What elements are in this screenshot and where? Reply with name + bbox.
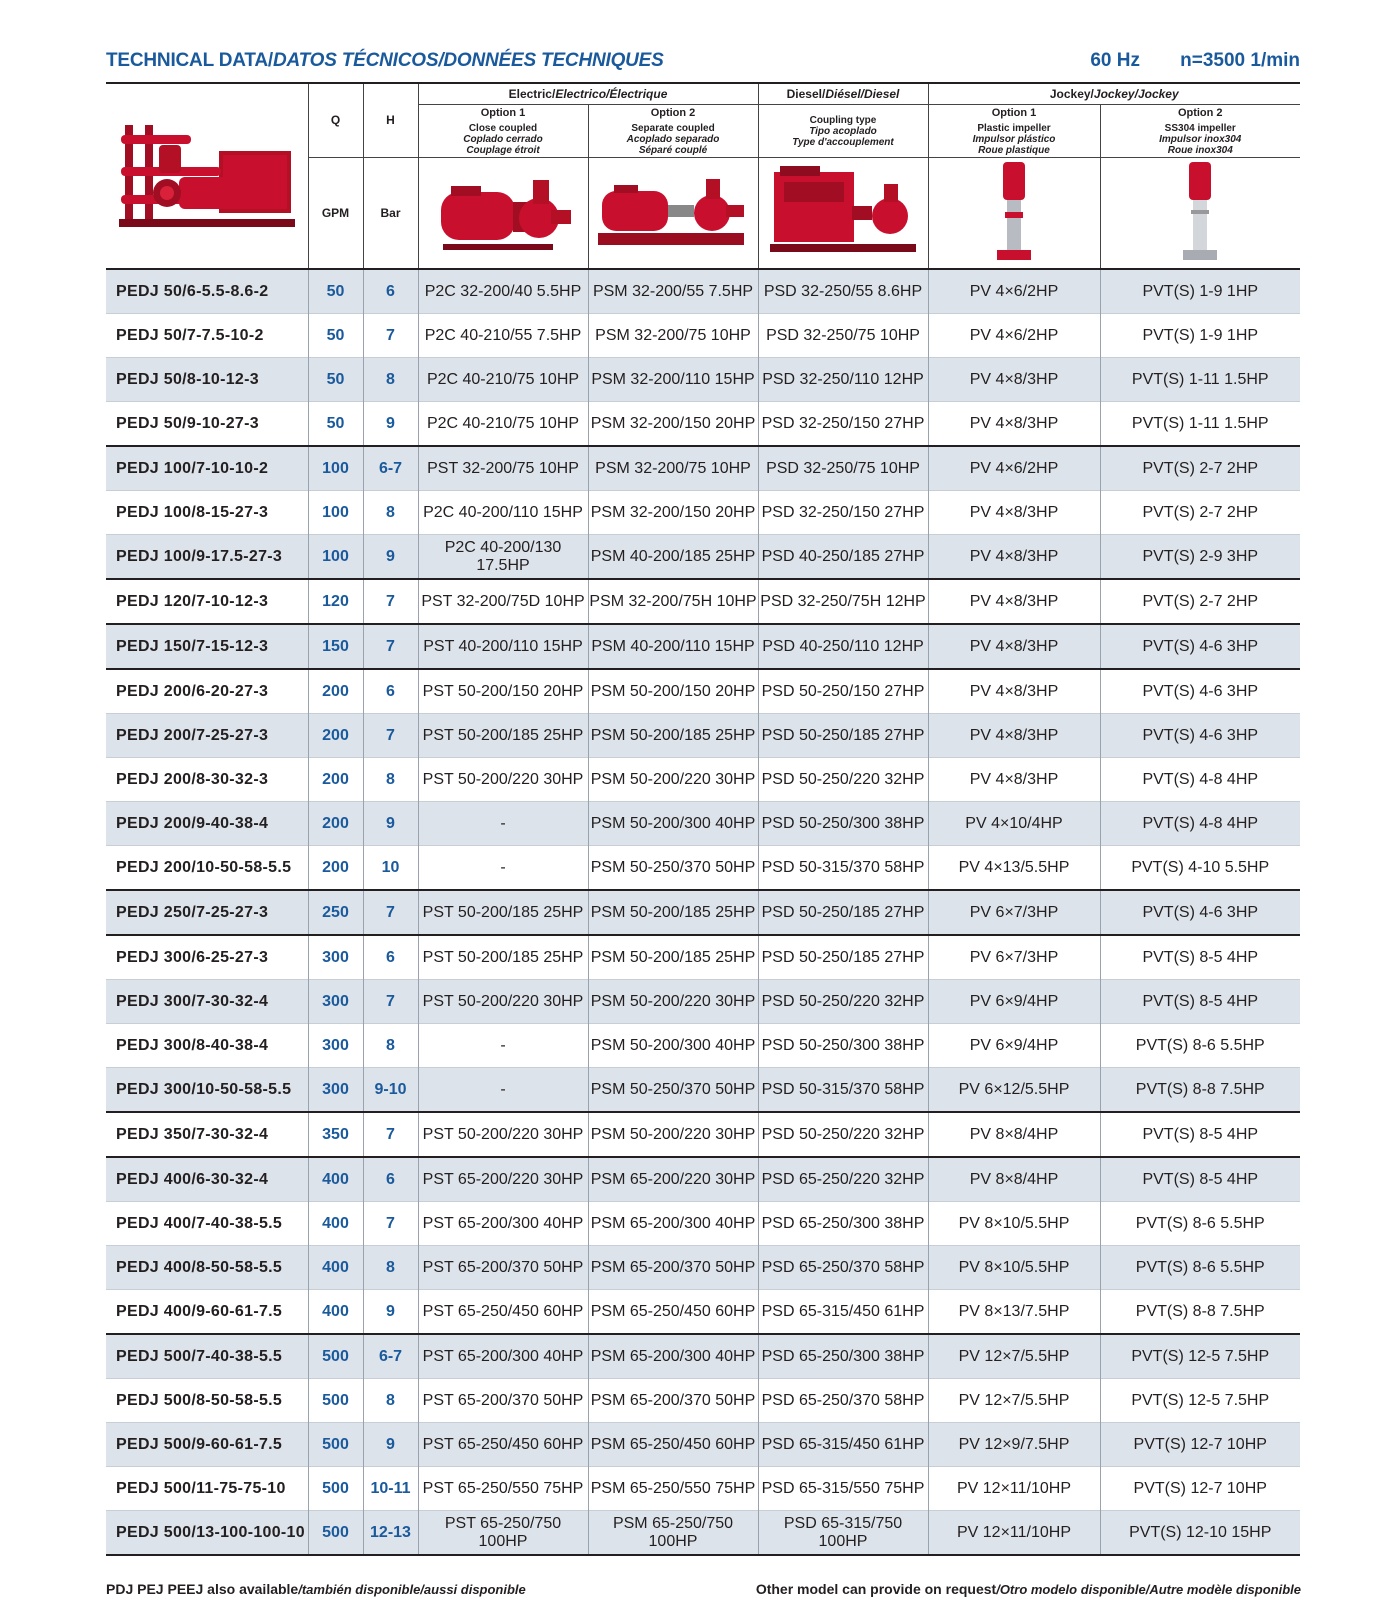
jockey-option2-header: Option 2: [1100, 105, 1300, 122]
cell-e1: PST 50-200/220 30HP: [418, 1112, 588, 1157]
cell-q: 120: [308, 579, 363, 624]
cell-e2: PSM 65-250/450 60HP: [588, 1423, 758, 1467]
cell-j2: PVT(S) 8-6 5.5HP: [1100, 1246, 1300, 1290]
cell-j1: PV 6×7/3HP: [928, 890, 1100, 935]
cell-d: PSD 65-250/300 38HP: [758, 1334, 928, 1379]
table-row: [106, 669, 1300, 714]
cell-e2: PSM 32-200/75 10HP: [588, 446, 758, 491]
electric-option2-desc: Separate coupled Acoplado separado Séparé couplé: [588, 121, 758, 158]
cell-h: 9: [363, 1423, 418, 1467]
table-row: [106, 802, 1300, 846]
cell-e2: PSM 65-200/370 50HP: [588, 1246, 758, 1290]
cell-j1: PV 8×13/7.5HP: [928, 1290, 1100, 1335]
cell-q: 500: [308, 1334, 363, 1379]
cell-h: 6: [363, 1157, 418, 1202]
cell-q: 200: [308, 714, 363, 758]
cell-j1: PV 4×10/4HP: [928, 802, 1100, 846]
electric-option1-desc: Close coupled Coplado cerrado Couplage étroit: [418, 121, 588, 158]
cell-q: 500: [308, 1423, 363, 1467]
cell-e1: PST 65-200/370 50HP: [418, 1379, 588, 1423]
cell-d: PSD 50-250/220 32HP: [758, 758, 928, 802]
cell-e1: PST 65-250/550 75HP: [418, 1467, 588, 1511]
cell-h: 7: [363, 980, 418, 1024]
jockey-option1-desc: Plastic impeller Impulsor plástico Roue plastique: [928, 121, 1100, 158]
table-row: [106, 1334, 1300, 1379]
cell-h: 8: [363, 491, 418, 535]
table-row: [106, 980, 1300, 1024]
cell-e2: PSM 65-200/220 30HP: [588, 1157, 758, 1202]
cell-j2: PVT(S) 1-9 1HP: [1100, 314, 1300, 358]
cell-model: PEDJ 150/7-15-12-3: [106, 624, 308, 669]
cell-e1: PST 65-200/300 40HP: [418, 1202, 588, 1246]
cell-j1: PV 12×7/5.5HP: [928, 1334, 1100, 1379]
cell-d: PSD 50-250/185 27HP: [758, 890, 928, 935]
cell-q: 150: [308, 624, 363, 669]
cell-h: 7: [363, 714, 418, 758]
separate-coupled-pump-image-cell: [588, 158, 758, 270]
cell-e1: -: [418, 846, 588, 891]
cell-j1: PV 8×10/5.5HP: [928, 1202, 1100, 1246]
cell-model: PEDJ 50/7-7.5-10-2: [106, 314, 308, 358]
footer-available-note: PDJ PEJ PEEJ also available/también disponible/aussi disponible: [106, 1581, 526, 1597]
cell-e2: PSM 50-250/370 50HP: [588, 846, 758, 891]
electric-option2-header: Option 2: [588, 105, 758, 122]
cell-e1: -: [418, 802, 588, 846]
cell-j1: PV 8×8/4HP: [928, 1157, 1100, 1202]
close-coupled-pump-image-cell: [418, 158, 588, 270]
cell-q: 300: [308, 935, 363, 980]
cell-e2: PSM 40-200/110 15HP: [588, 624, 758, 669]
cell-q: 50: [308, 269, 363, 314]
cell-h: 8: [363, 1379, 418, 1423]
cell-j2: PVT(S) 4-6 3HP: [1100, 714, 1300, 758]
cell-e2: PSM 32-200/75H 10HP: [588, 579, 758, 624]
cell-d: PSD 50-250/185 27HP: [758, 935, 928, 980]
cell-h: 7: [363, 314, 418, 358]
cell-e2: PSM 50-200/300 40HP: [588, 802, 758, 846]
table-row: [106, 714, 1300, 758]
table-row: [106, 624, 1300, 669]
cell-d: PSD 32-250/75H 12HP: [758, 579, 928, 624]
cell-model: PEDJ 100/8-15-27-3: [106, 491, 308, 535]
cell-e1: PST 65-250/750 100HP: [418, 1511, 588, 1556]
cell-d: PSD 50-250/300 38HP: [758, 1024, 928, 1068]
cell-e2: PSM 50-200/150 20HP: [588, 669, 758, 714]
cell-h: 7: [363, 1202, 418, 1246]
cell-h: 9: [363, 402, 418, 447]
cell-j2: PVT(S) 8-6 5.5HP: [1100, 1024, 1300, 1068]
cell-q: 400: [308, 1246, 363, 1290]
cell-model: PEDJ 300/10-50-58-5.5: [106, 1068, 308, 1113]
cell-e1: -: [418, 1024, 588, 1068]
cell-q: 300: [308, 980, 363, 1024]
table-row: [106, 1423, 1300, 1467]
table-row: [106, 314, 1300, 358]
cell-e2: PSM 32-200/150 20HP: [588, 402, 758, 447]
cell-d: PSD 65-315/450 61HP: [758, 1290, 928, 1335]
jockey-option1-header: Option 1: [928, 105, 1100, 122]
cell-h: 6: [363, 935, 418, 980]
cell-e1: PST 50-200/185 25HP: [418, 890, 588, 935]
cell-d: PSD 32-250/75 10HP: [758, 314, 928, 358]
jockey-inox-pump-image-cell: [1100, 158, 1300, 270]
cell-d: PSD 65-315/450 61HP: [758, 1423, 928, 1467]
fire-pump-set-image: [119, 115, 295, 235]
cell-e2: PSM 40-200/185 25HP: [588, 535, 758, 580]
cell-e2: PSM 32-200/55 7.5HP: [588, 269, 758, 314]
cell-model: PEDJ 400/6-30-32-4: [106, 1157, 308, 1202]
jockey-plastic-pump-image-cell: [928, 158, 1100, 270]
cell-j2: PVT(S) 12-5 7.5HP: [1100, 1334, 1300, 1379]
cell-h: 8: [363, 758, 418, 802]
cell-e1: P2C 40-210/55 7.5HP: [418, 314, 588, 358]
jockey-group-header: Jockey/Jockey/Jockey: [928, 83, 1300, 105]
cell-q: 100: [308, 446, 363, 491]
cell-e1: PST 50-200/185 25HP: [418, 714, 588, 758]
cell-j1: PV 4×6/2HP: [928, 269, 1100, 314]
cell-j2: PVT(S) 4-6 3HP: [1100, 624, 1300, 669]
cell-e2: PSM 50-200/185 25HP: [588, 714, 758, 758]
cell-h: 7: [363, 624, 418, 669]
h-header: H: [363, 83, 418, 158]
table-row: [106, 402, 1300, 447]
table-row: [106, 269, 1300, 314]
cell-d: PSD 50-250/220 32HP: [758, 980, 928, 1024]
technical-data-table: [106, 82, 1300, 1556]
cell-j2: PVT(S) 2-7 2HP: [1100, 446, 1300, 491]
cell-model: PEDJ 300/6-25-27-3: [106, 935, 308, 980]
cell-e1: PST 65-200/300 40HP: [418, 1334, 588, 1379]
cell-j1: PV 12×11/10HP: [928, 1511, 1100, 1556]
cell-j1: PV 4×8/3HP: [928, 402, 1100, 447]
cell-e2: PSM 50-250/370 50HP: [588, 1068, 758, 1113]
cell-h: 10: [363, 846, 418, 891]
cell-j1: PV 4×8/3HP: [928, 491, 1100, 535]
cell-e1: PST 65-250/450 60HP: [418, 1290, 588, 1335]
table-row: [106, 446, 1300, 491]
cell-model: PEDJ 300/7-30-32-4: [106, 980, 308, 1024]
cell-j2: PVT(S) 4-6 3HP: [1100, 669, 1300, 714]
cell-j1: PV 8×8/4HP: [928, 1112, 1100, 1157]
cell-model: PEDJ 400/8-50-58-5.5: [106, 1246, 308, 1290]
cell-d: PSD 32-250/150 27HP: [758, 402, 928, 447]
cell-d: PSD 65-250/220 32HP: [758, 1157, 928, 1202]
cell-d: PSD 50-250/150 27HP: [758, 669, 928, 714]
cell-j1: PV 4×8/3HP: [928, 669, 1100, 714]
table-row: [106, 758, 1300, 802]
table-row: [106, 1290, 1300, 1335]
cell-h: 6: [363, 669, 418, 714]
cell-j2: PVT(S) 12-7 10HP: [1100, 1423, 1300, 1467]
cell-e1: PST 32-200/75D 10HP: [418, 579, 588, 624]
cell-h: 12-13: [363, 1511, 418, 1556]
cell-d: PSD 32-250/75 10HP: [758, 446, 928, 491]
cell-h: 9: [363, 535, 418, 580]
cell-d: PSD 50-315/370 58HP: [758, 846, 928, 891]
cell-e2: PSM 50-200/220 30HP: [588, 980, 758, 1024]
title-bar: [106, 48, 1300, 78]
cell-e1: -: [418, 1068, 588, 1113]
cell-q: 300: [308, 1024, 363, 1068]
cell-j1: PV 4×8/3HP: [928, 579, 1100, 624]
cell-q: 500: [308, 1467, 363, 1511]
cell-j1: PV 12×11/10HP: [928, 1467, 1100, 1511]
cell-j2: PVT(S) 4-6 3HP: [1100, 890, 1300, 935]
cell-model: PEDJ 500/13-100-100-10: [106, 1511, 308, 1556]
cell-j2: PVT(S) 1-11 1.5HP: [1100, 402, 1300, 447]
cell-e2: PSM 65-200/300 40HP: [588, 1202, 758, 1246]
cell-j2: PVT(S) 1-9 1HP: [1100, 269, 1300, 314]
cell-model: PEDJ 250/7-25-27-3: [106, 890, 308, 935]
speed-label: n=3500 1/min: [1180, 50, 1300, 71]
table-row: [106, 1112, 1300, 1157]
cell-j2: PVT(S) 12-10 15HP: [1100, 1511, 1300, 1556]
cell-e1: PST 50-200/220 30HP: [418, 758, 588, 802]
cell-d: PSD 32-250/150 27HP: [758, 491, 928, 535]
cell-q: 50: [308, 402, 363, 447]
table-row: [106, 1379, 1300, 1423]
cell-h: 9: [363, 802, 418, 846]
cell-model: PEDJ 200/9-40-38-4: [106, 802, 308, 846]
cell-d: PSD 50-250/300 38HP: [758, 802, 928, 846]
cell-j2: PVT(S) 8-8 7.5HP: [1100, 1290, 1300, 1335]
cell-h: 6: [363, 269, 418, 314]
cell-q: 400: [308, 1290, 363, 1335]
cell-q: 250: [308, 890, 363, 935]
cell-j1: PV 6×7/3HP: [928, 935, 1100, 980]
cell-j2: PVT(S) 12-5 7.5HP: [1100, 1379, 1300, 1423]
cell-q: 100: [308, 491, 363, 535]
cell-e1: PST 40-200/110 15HP: [418, 624, 588, 669]
cell-e2: PSM 50-200/220 30HP: [588, 1112, 758, 1157]
cell-model: PEDJ 120/7-10-12-3: [106, 579, 308, 624]
diesel-group-header: Diesel/Diésel/Diesel: [758, 83, 928, 105]
cell-j2: PVT(S) 2-9 3HP: [1100, 535, 1300, 580]
cell-j1: PV 12×9/7.5HP: [928, 1423, 1100, 1467]
cell-e2: PSM 50-200/300 40HP: [588, 1024, 758, 1068]
cell-j1: PV 4×8/3HP: [928, 535, 1100, 580]
table-row: [106, 579, 1300, 624]
cell-q: 200: [308, 758, 363, 802]
cell-h: 7: [363, 579, 418, 624]
cell-h: 7: [363, 890, 418, 935]
cell-q: 100: [308, 535, 363, 580]
cell-model: PEDJ 100/7-10-10-2: [106, 446, 308, 491]
h-unit: Bar: [363, 158, 418, 270]
cell-e2: PSM 32-200/75 10HP: [588, 314, 758, 358]
table-row: [106, 491, 1300, 535]
table-row: [106, 1157, 1300, 1202]
page-title: TECHNICAL DATA/DATOS TÉCNICOS/DONNÉES TECHNIQUES: [106, 50, 664, 71]
cell-model: PEDJ 200/8-30-32-3: [106, 758, 308, 802]
cell-d: PSD 65-315/550 75HP: [758, 1467, 928, 1511]
table-row: [106, 1246, 1300, 1290]
cell-e2: PSM 65-250/550 75HP: [588, 1467, 758, 1511]
cell-e1: PST 50-200/185 25HP: [418, 935, 588, 980]
cell-model: PEDJ 350/7-30-32-4: [106, 1112, 308, 1157]
cell-h: 9-10: [363, 1068, 418, 1113]
cell-model: PEDJ 50/9-10-27-3: [106, 402, 308, 447]
table-row: [106, 1202, 1300, 1246]
table-row: [106, 935, 1300, 980]
separate-coupled-pump-image: [598, 167, 748, 257]
cell-model: PEDJ 400/9-60-61-7.5: [106, 1290, 308, 1335]
cell-j2: PVT(S) 12-7 10HP: [1100, 1467, 1300, 1511]
table-row: [106, 1511, 1300, 1556]
cell-j1: PV 4×8/3HP: [928, 358, 1100, 402]
cell-e2: PSM 50-200/220 30HP: [588, 758, 758, 802]
cell-j1: PV 4×8/3HP: [928, 714, 1100, 758]
cell-model: PEDJ 400/7-40-38-5.5: [106, 1202, 308, 1246]
cell-e2: PSM 32-200/110 15HP: [588, 358, 758, 402]
cell-j2: PVT(S) 8-5 4HP: [1100, 1112, 1300, 1157]
cell-e1: P2C 40-200/110 15HP: [418, 491, 588, 535]
cell-e2: PSM 65-200/370 50HP: [588, 1379, 758, 1423]
cell-model: PEDJ 500/11-75-75-10: [106, 1467, 308, 1511]
cell-model: PEDJ 300/8-40-38-4: [106, 1024, 308, 1068]
cell-e2: PSM 50-200/185 25HP: [588, 890, 758, 935]
pump-set-image-cell: [106, 83, 308, 269]
cell-j2: PVT(S) 4-10 5.5HP: [1100, 846, 1300, 891]
cell-j1: PV 4×13/5.5HP: [928, 846, 1100, 891]
cell-model: PEDJ 200/10-50-58-5.5: [106, 846, 308, 891]
cell-e1: PST 50-200/220 30HP: [418, 980, 588, 1024]
cell-d: PSD 50-250/185 27HP: [758, 714, 928, 758]
cell-q: 300: [308, 1068, 363, 1113]
cell-j1: PV 4×8/3HP: [928, 758, 1100, 802]
vertical-jockey-inox-pump-image: [1175, 162, 1225, 262]
cell-model: PEDJ 100/9-17.5-27-3: [106, 535, 308, 580]
cell-q: 200: [308, 802, 363, 846]
cell-d: PSD 50-250/220 32HP: [758, 1112, 928, 1157]
cell-j1: PV 4×8/3HP: [928, 624, 1100, 669]
cell-e2: PSM 32-200/150 20HP: [588, 491, 758, 535]
cell-j2: PVT(S) 8-5 4HP: [1100, 935, 1300, 980]
table-row: [106, 1024, 1300, 1068]
table-row: [106, 846, 1300, 891]
cell-d: PSD 40-250/185 27HP: [758, 535, 928, 580]
cell-e1: P2C 40-200/130 17.5HP: [418, 535, 588, 580]
cell-model: PEDJ 50/8-10-12-3: [106, 358, 308, 402]
cell-q: 500: [308, 1379, 363, 1423]
frequency-label: 60 Hz: [1090, 50, 1140, 71]
table-body: [106, 269, 1300, 1555]
cell-h: 6-7: [363, 446, 418, 491]
table-row: [106, 1068, 1300, 1113]
diesel-desc-header: Coupling type Tipo acoplado Type d'accouplement: [758, 105, 928, 158]
cell-h: 8: [363, 1024, 418, 1068]
cell-e1: PST 65-250/450 60HP: [418, 1423, 588, 1467]
diesel-pump-image-cell: [758, 158, 928, 270]
footer-request-note: Other model can provide on request/Otro modelo disponible/Autre modèle disponible: [755, 1581, 1301, 1597]
cell-e2: PSM 65-250/750 100HP: [588, 1511, 758, 1556]
cell-d: PSD 65-250/300 38HP: [758, 1202, 928, 1246]
cell-e2: PSM 50-200/185 25HP: [588, 935, 758, 980]
cell-e1: P2C 40-210/75 10HP: [418, 402, 588, 447]
cell-model: PEDJ 500/9-60-61-7.5: [106, 1423, 308, 1467]
cell-d: PSD 65-250/370 58HP: [758, 1246, 928, 1290]
cell-j1: PV 4×6/2HP: [928, 314, 1100, 358]
cell-model: PEDJ 200/7-25-27-3: [106, 714, 308, 758]
cell-j2: PVT(S) 4-8 4HP: [1100, 802, 1300, 846]
cell-j2: PVT(S) 8-8 7.5HP: [1100, 1068, 1300, 1113]
close-coupled-pump-image: [433, 162, 573, 262]
cell-d: PSD 65-250/370 58HP: [758, 1379, 928, 1423]
table-row: [106, 535, 1300, 580]
q-header: Q: [308, 83, 363, 158]
electric-option1-header: Option 1: [418, 105, 588, 122]
cell-j1: PV 4×6/2HP: [928, 446, 1100, 491]
cell-model: PEDJ 500/7-40-38-5.5: [106, 1334, 308, 1379]
cell-e1: PST 32-200/75 10HP: [418, 446, 588, 491]
q-unit: GPM: [308, 158, 363, 270]
cell-j1: PV 6×12/5.5HP: [928, 1068, 1100, 1113]
cell-q: 400: [308, 1157, 363, 1202]
cell-j2: PVT(S) 8-5 4HP: [1100, 1157, 1300, 1202]
cell-q: 500: [308, 1511, 363, 1556]
cell-h: 6-7: [363, 1334, 418, 1379]
cell-h: 10-11: [363, 1467, 418, 1511]
table-row: [106, 1467, 1300, 1511]
cell-q: 400: [308, 1202, 363, 1246]
cell-j2: PVT(S) 2-7 2HP: [1100, 491, 1300, 535]
cell-e2: PSM 65-250/450 60HP: [588, 1290, 758, 1335]
cell-q: 50: [308, 314, 363, 358]
diesel-pump-image: [768, 162, 918, 262]
cell-q: 200: [308, 846, 363, 891]
cell-j1: PV 8×10/5.5HP: [928, 1246, 1100, 1290]
cell-model: PEDJ 500/8-50-58-5.5: [106, 1379, 308, 1423]
cell-j1: PV 6×9/4HP: [928, 980, 1100, 1024]
cell-j1: PV 6×9/4HP: [928, 1024, 1100, 1068]
cell-h: 8: [363, 1246, 418, 1290]
cell-q: 200: [308, 669, 363, 714]
cell-d: PSD 32-250/55 8.6HP: [758, 269, 928, 314]
jockey-option2-desc: SS304 impeller Impulsor inox304 Roue inox304: [1100, 121, 1300, 158]
cell-q: 350: [308, 1112, 363, 1157]
electric-group-header: Electric/Electrico/Électrique: [418, 83, 758, 105]
cell-e2: PSM 65-200/300 40HP: [588, 1334, 758, 1379]
cell-j2: PVT(S) 2-7 2HP: [1100, 579, 1300, 624]
cell-e1: PST 65-200/220 30HP: [418, 1157, 588, 1202]
cell-j1: PV 12×7/5.5HP: [928, 1379, 1100, 1423]
cell-model: PEDJ 50/6-5.5-8.6-2: [106, 269, 308, 314]
cell-d: PSD 50-315/370 58HP: [758, 1068, 928, 1113]
cell-d: PSD 32-250/110 12HP: [758, 358, 928, 402]
cell-model: PEDJ 200/6-20-27-3: [106, 669, 308, 714]
cell-h: 8: [363, 358, 418, 402]
cell-d: PSD 65-315/750 100HP: [758, 1511, 928, 1556]
table-row: [106, 890, 1300, 935]
cell-q: 50: [308, 358, 363, 402]
cell-e1: PST 50-200/150 20HP: [418, 669, 588, 714]
vertical-jockey-pump-image: [989, 162, 1039, 262]
cell-e1: PST 65-200/370 50HP: [418, 1246, 588, 1290]
cell-h: 7: [363, 1112, 418, 1157]
cell-j2: PVT(S) 1-11 1.5HP: [1100, 358, 1300, 402]
cell-j2: PVT(S) 8-6 5.5HP: [1100, 1202, 1300, 1246]
cell-d: PSD 40-250/110 12HP: [758, 624, 928, 669]
table-row: [106, 358, 1300, 402]
cell-j2: PVT(S) 8-5 4HP: [1100, 980, 1300, 1024]
cell-j2: PVT(S) 4-8 4HP: [1100, 758, 1300, 802]
cell-e1: P2C 32-200/40 5.5HP: [418, 269, 588, 314]
cell-h: 9: [363, 1290, 418, 1335]
cell-e1: P2C 40-210/75 10HP: [418, 358, 588, 402]
